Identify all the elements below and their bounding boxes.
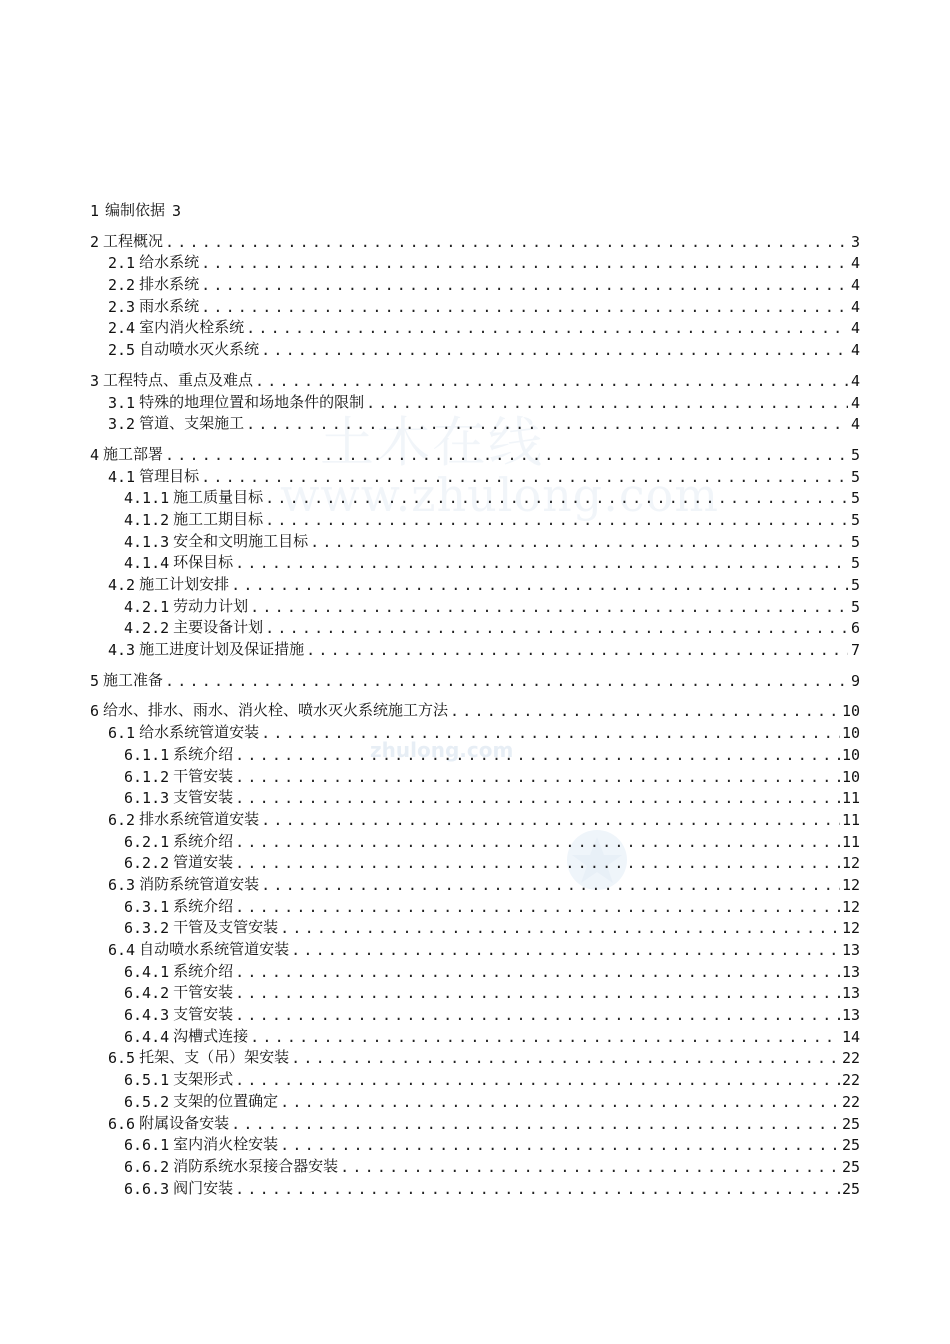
toc-entry-title: 施工质量目标 xyxy=(173,488,264,507)
toc-entry-page: 12 xyxy=(841,897,860,916)
toc-entry-page: 4 xyxy=(850,297,860,316)
watermark-url: www.zhulong.com xyxy=(280,468,719,522)
toc-dot-leader xyxy=(246,415,848,433)
toc-entry-page: 4 xyxy=(850,276,860,295)
toc-entry-title: 系统介绍 xyxy=(173,896,234,915)
toc-entry[interactable] xyxy=(90,668,860,690)
toc-dot-leader xyxy=(201,298,848,316)
toc-dot-leader xyxy=(165,233,848,251)
toc-entry-number: 6.1.2 xyxy=(124,767,170,786)
toc-entry[interactable] xyxy=(90,316,860,338)
toc-entry-title: 支架的位置确定 xyxy=(173,1091,279,1110)
toc-entry-title: 系统介绍 xyxy=(173,831,234,850)
toc-entry-title: 给水系统管道安装 xyxy=(139,723,260,742)
toc-entry-page: 10 xyxy=(841,745,860,764)
toc-entry[interactable] xyxy=(90,872,860,894)
toc-entry-title: 沟槽式连接 xyxy=(173,1026,249,1045)
toc-entry[interactable] xyxy=(90,464,860,486)
toc-entry[interactable] xyxy=(90,937,860,959)
toc-dot-leader xyxy=(235,898,840,916)
toc-entry[interactable] xyxy=(90,807,860,829)
toc-entry-page: 10 xyxy=(841,724,860,743)
toc-dot-leader xyxy=(306,641,848,659)
toc-entry[interactable] xyxy=(90,529,860,551)
toc-entry-page: 12 xyxy=(841,875,860,894)
toc-entry-number: 6.2.2 xyxy=(124,854,170,873)
toc-entry-page: 4 xyxy=(850,371,860,390)
toc-entry-number: 4.1.1 xyxy=(124,489,170,508)
toc-entry-page: 11 xyxy=(841,789,860,808)
toc-dot-leader xyxy=(310,533,848,551)
toc-entry[interactable] xyxy=(90,829,860,851)
toc-entry-number: 6.1.3 xyxy=(124,789,170,808)
toc-entry-number: 2.1 xyxy=(108,254,136,273)
toc-dot-leader xyxy=(235,963,840,981)
toc-entry[interactable] xyxy=(90,742,860,764)
toc-entry-number: 3.2 xyxy=(108,415,136,434)
toc-entry-title: 消防系统管道安装 xyxy=(139,874,260,893)
toc-entry[interactable] xyxy=(90,572,860,594)
toc-entry-title: 附属设备安装 xyxy=(139,1113,230,1132)
toc-entry-number: 6.1.1 xyxy=(124,745,170,764)
toc-entry-number: 6.3.2 xyxy=(124,919,170,938)
toc-entry[interactable] xyxy=(90,894,860,916)
toc-entry-title: 室内消火栓系统 xyxy=(139,318,245,337)
toc-entry-number: 4.2.1 xyxy=(124,597,170,616)
toc-entry-number: 6.6 xyxy=(108,1114,136,1133)
toc-dot-leader xyxy=(231,1115,840,1133)
toc-entry-page: 12 xyxy=(841,919,860,938)
toc-entry-page: 25 xyxy=(841,1136,860,1155)
toc-dot-leader xyxy=(235,554,848,572)
toc-entry-title: 主要设备计划 xyxy=(173,618,264,637)
toc-entry[interactable] xyxy=(90,594,860,616)
toc-entry-page: 5 xyxy=(850,510,860,529)
toc-entry-title: 施工计划安排 xyxy=(139,575,230,593)
toc-dot-leader xyxy=(265,489,848,507)
toc-entry-page: 22 xyxy=(841,1049,860,1068)
toc-dot-leader xyxy=(235,854,840,872)
toc-entry[interactable] xyxy=(90,916,860,938)
toc-entry-page: 22 xyxy=(841,1071,860,1090)
toc-entry-page: 13 xyxy=(841,962,860,981)
toc-dot-leader xyxy=(235,1180,840,1198)
toc-entry-number: 6.3 xyxy=(108,875,136,894)
toc-entry-number: 5 xyxy=(90,671,100,690)
toc-entry-page: 25 xyxy=(841,1114,860,1133)
toc-entry-title: 排水系统 xyxy=(139,275,200,294)
toc-entry-title: 支管安装 xyxy=(173,1005,234,1024)
toc-dot-leader xyxy=(235,1071,840,1089)
toc-entry-title: 支架形式 xyxy=(173,1070,234,1089)
toc-entry-page: 5 xyxy=(850,597,860,616)
toc-entry-number: 6.4.4 xyxy=(124,1027,170,1046)
toc-dot-leader xyxy=(201,468,848,486)
toc-dot-leader xyxy=(235,833,840,851)
toc-entry[interactable] xyxy=(90,1067,860,1089)
toc-dot-leader xyxy=(165,446,848,464)
toc-entry-page: 13 xyxy=(841,984,860,1003)
watermark-domain: zhulong.com xyxy=(370,738,514,762)
toc-entry[interactable] xyxy=(90,1176,860,1198)
toc-entry-title: 施工部署 xyxy=(103,444,164,463)
toc-entry-number: 6.2 xyxy=(108,810,136,829)
toc-entry-page: 6 xyxy=(850,619,860,638)
toc-entry[interactable] xyxy=(90,1111,860,1133)
toc-entry-title: 托架、支（吊）架安装 xyxy=(139,1048,290,1067)
toc-entry-title: 干管安装 xyxy=(173,983,234,1002)
toc-entry[interactable] xyxy=(90,412,860,434)
toc-dot-leader xyxy=(235,789,840,807)
toc-entry-title: 施工进度计划及保证措施 xyxy=(139,640,305,659)
toc-entry-number: 6.1 xyxy=(108,724,136,743)
toc-entry-page: 3 xyxy=(172,202,182,220)
toc-entry-number: 4 xyxy=(90,445,100,464)
toc-dot-leader xyxy=(261,724,840,742)
toc-entry-title: 给水系统 xyxy=(139,253,200,272)
toc-entry[interactable] xyxy=(90,764,860,786)
toc-entry-number: 6.4 xyxy=(108,941,136,959)
toc-dot-leader xyxy=(165,672,848,690)
toc-entry[interactable] xyxy=(90,699,860,721)
toc-entry-page: 5 xyxy=(850,554,860,573)
toc-entry-page: 10 xyxy=(841,702,860,721)
toc-entry[interactable] xyxy=(90,981,860,1003)
toc-dot-leader xyxy=(280,1136,840,1154)
toc-entry[interactable] xyxy=(90,390,860,412)
toc-entry[interactable] xyxy=(90,272,860,294)
toc-entry-title: 干管及支管安装 xyxy=(173,918,279,937)
toc-entry-title: 自动喷水灭火系统 xyxy=(139,340,260,359)
toc-entry-page: 10 xyxy=(841,767,860,786)
toc-entry[interactable] xyxy=(90,507,860,529)
toc-entry-title: 管道、支架施工 xyxy=(139,414,245,433)
toc-entry-page: 4 xyxy=(850,319,860,338)
toc-entry[interactable] xyxy=(90,1154,860,1176)
toc-entry-page: 11 xyxy=(841,810,860,829)
toc-entry[interactable] xyxy=(90,1024,860,1046)
toc-entry[interactable] xyxy=(90,251,860,273)
toc-entry[interactable] xyxy=(90,720,860,742)
toc-entry-page: 4 xyxy=(850,415,860,434)
toc-entry-title: 施工准备 xyxy=(103,670,164,689)
toc-entry-page: 13 xyxy=(841,1006,860,1025)
toc-dot-leader xyxy=(231,576,848,594)
toc-entry[interactable] xyxy=(90,229,860,251)
toc-entry[interactable] xyxy=(90,616,860,638)
watermark-text: 土木在线 xyxy=(320,411,544,474)
toc-entry[interactable] xyxy=(90,851,860,873)
toc-entry-number: 2.2 xyxy=(108,276,136,295)
toc-entry-page: 12 xyxy=(841,854,860,873)
toc-dot-leader xyxy=(261,876,840,894)
toc-dot-leader xyxy=(250,598,848,616)
toc-entry-title: 特殊的地理位置和场地条件的限制 xyxy=(139,392,365,411)
toc-dot-leader xyxy=(235,984,840,1002)
toc-entry-page: 4 xyxy=(850,393,860,412)
toc-entry-number: 6.6.2 xyxy=(124,1157,170,1176)
toc-entry[interactable] xyxy=(90,1133,860,1155)
toc-dot-leader xyxy=(261,341,848,359)
toc-entry-number: 6.5.1 xyxy=(124,1071,170,1090)
toc-entry-number: 6.2.1 xyxy=(124,832,170,851)
toc-entry-page: 25 xyxy=(841,1157,860,1176)
toc-entry-page: 5 xyxy=(850,532,860,551)
toc-entry-page: 11 xyxy=(841,832,860,851)
toc-entry-number: 6.6.1 xyxy=(124,1136,170,1155)
toc-entry-title: 管理目标 xyxy=(139,466,200,485)
toc-entry-title: 给水、排水、雨水、消火栓、喷水灭火系统施工方法 xyxy=(103,701,449,720)
toc-entry[interactable] xyxy=(90,637,860,659)
toc-entry-number: 2.4 xyxy=(108,319,136,338)
toc-entry-title: 支管安装 xyxy=(173,788,234,807)
toc-dot-leader xyxy=(450,702,840,720)
toc-entry-page: 22 xyxy=(841,1092,860,1111)
toc-dot-leader xyxy=(250,1028,840,1046)
toc-dot-leader xyxy=(340,1158,840,1176)
toc-dot-leader xyxy=(261,811,840,829)
toc-entry[interactable] xyxy=(90,959,860,981)
toc-entry-title: 自动喷水系统管道安装 xyxy=(139,940,290,958)
toc-dot-leader xyxy=(235,768,840,786)
toc-entry-page: 25 xyxy=(841,1179,860,1198)
toc-entry-title: 干管安装 xyxy=(173,766,234,785)
toc-entry-page: 5 xyxy=(850,467,860,486)
toc-entry[interactable] xyxy=(90,1002,860,1024)
toc-entry-number: 3 xyxy=(90,371,100,390)
toc-entry-number: 4.1 xyxy=(108,467,136,486)
toc-entry-number: 4.1.3 xyxy=(124,532,170,551)
toc-entry-title: 工程概况 xyxy=(103,231,164,250)
toc-entry-title: 阀门安装 xyxy=(173,1178,234,1197)
toc-entry-number: 6.6.3 xyxy=(124,1179,170,1198)
toc-entry-title: 工程特点、重点及难点 xyxy=(103,370,254,389)
toc-entry-title: 消防系统水泵接合器安装 xyxy=(173,1156,339,1175)
toc-entry-page: 5 xyxy=(850,489,860,508)
toc-entry-number: 4.2.2 xyxy=(124,619,170,638)
toc-dot-leader xyxy=(280,1093,840,1111)
toc-entry-title: 安全和文明施工目标 xyxy=(173,531,309,550)
toc-entry-number: 4.1.2 xyxy=(124,510,170,529)
toc-dot-leader xyxy=(201,254,848,272)
toc-entry-title: 排水系统管道安装 xyxy=(139,809,260,828)
toc-entry-number: 6 xyxy=(90,702,100,721)
toc-entry[interactable] xyxy=(90,198,860,220)
toc-entry-page: 9 xyxy=(850,671,860,690)
toc-entry[interactable] xyxy=(90,1089,860,1111)
toc-entry-number: 2.5 xyxy=(108,341,136,360)
toc-entry-page: 5 xyxy=(850,576,860,594)
toc-entry[interactable] xyxy=(90,442,860,464)
toc-entry-number: 6.5 xyxy=(108,1049,136,1068)
toc-entry-page: 3 xyxy=(850,232,860,251)
toc-entry-number: 3.1 xyxy=(108,393,136,412)
toc-entry-number: 6.5.2 xyxy=(124,1092,170,1111)
toc-entry-number: 4.3 xyxy=(108,641,136,660)
toc-entry-number: 6.4.2 xyxy=(124,984,170,1003)
toc-entry-number: 2 xyxy=(90,232,100,251)
toc-entry-page: 13 xyxy=(841,941,860,959)
toc-entry-number: 2.3 xyxy=(108,297,136,316)
toc-entry[interactable] xyxy=(90,337,860,359)
toc-dot-leader xyxy=(291,941,840,959)
toc-dot-leader xyxy=(235,1006,840,1024)
toc-entry-number: 1 xyxy=(90,202,100,220)
toc-entry-number: 6.4.1 xyxy=(124,962,170,981)
toc-dot-leader xyxy=(265,511,848,529)
toc-entry-page: 7 xyxy=(850,641,860,660)
toc-entry-title: 系统介绍 xyxy=(173,744,234,763)
toc-entry-title: 雨水系统 xyxy=(139,296,200,315)
toc-dot-leader xyxy=(246,319,848,337)
toc-dot-leader xyxy=(366,394,848,412)
toc-entry-title: 管道安装 xyxy=(173,853,234,872)
toc-entry-title: 环保目标 xyxy=(173,553,234,572)
toc-dot-leader xyxy=(235,746,840,764)
toc-entry-page: 5 xyxy=(850,445,860,464)
toc-entry-title: 劳动力计划 xyxy=(173,596,249,615)
toc-entry[interactable] xyxy=(90,368,860,390)
toc-entry-number: 4.2 xyxy=(108,576,136,594)
toc-entry[interactable] xyxy=(90,1046,860,1068)
toc-entry-title: 施工工期目标 xyxy=(173,509,264,528)
toc-entry[interactable] xyxy=(90,551,860,573)
toc-dot-leader xyxy=(265,619,848,637)
toc-entry-title: 系统介绍 xyxy=(173,961,234,980)
toc-entry-page: 4 xyxy=(850,254,860,273)
toc-entry-number: 6.3.1 xyxy=(124,897,170,916)
toc-dot-leader xyxy=(201,276,848,294)
toc-entry-title: 室内消火栓安装 xyxy=(173,1135,279,1154)
table-of-contents xyxy=(90,198,860,1198)
toc-entry-number: 6.4.3 xyxy=(124,1006,170,1025)
toc-dot-leader xyxy=(291,1049,840,1067)
toc-entry[interactable] xyxy=(90,294,860,316)
toc-entry[interactable] xyxy=(90,786,860,808)
toc-dot-leader xyxy=(280,919,840,937)
toc-entry-title: 编制依据 xyxy=(105,201,166,219)
toc-dot-leader xyxy=(255,372,848,390)
toc-entry-page: 14 xyxy=(841,1027,860,1046)
toc-entry-page: 4 xyxy=(850,341,860,360)
toc-entry[interactable] xyxy=(90,486,860,508)
toc-entry-number: 4.1.4 xyxy=(124,554,170,573)
